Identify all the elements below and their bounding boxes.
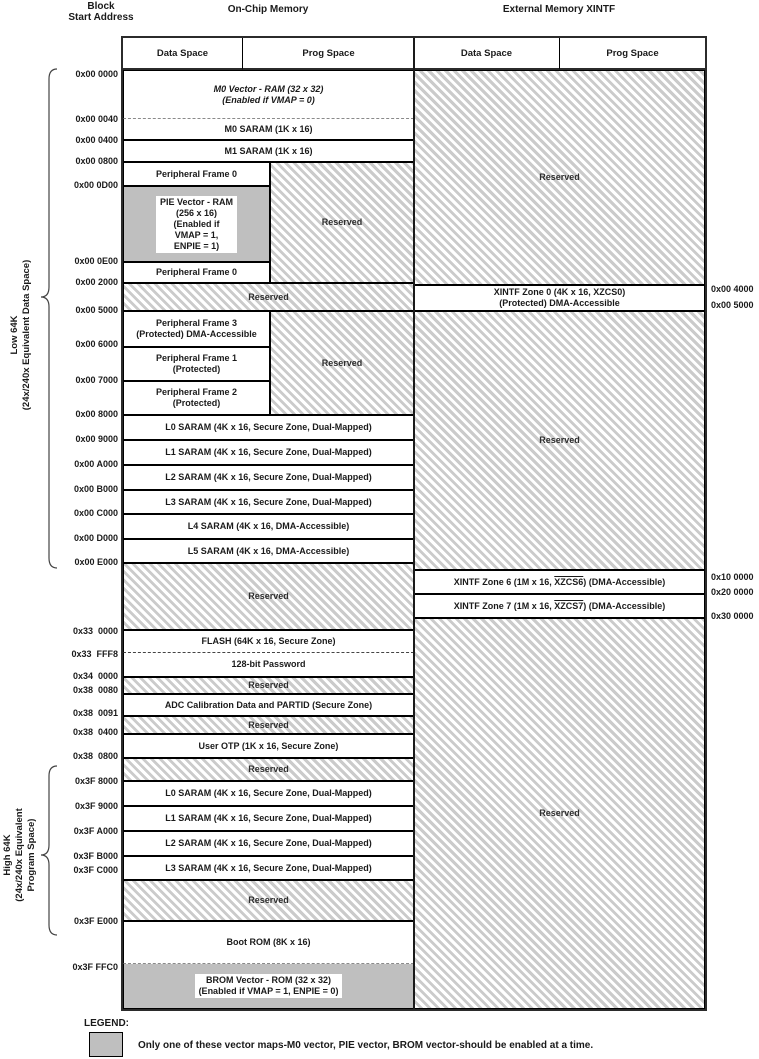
high64k-brace <box>41 766 57 935</box>
low64k-brace <box>41 69 57 568</box>
block-onchip-reserved-0x3FC000 <box>123 880 414 921</box>
address-label: 0x00 4000 <box>711 284 754 294</box>
legend-vector-swatch <box>89 1032 123 1057</box>
address-label: 0x00 0800 <box>75 156 118 166</box>
address-label: 0x33 FFF8 <box>71 649 118 659</box>
block-128bit-password <box>123 653 414 677</box>
block-label: L1 SARAM (4K x 16, Secure Zone, Dual-Mapped) <box>165 813 372 823</box>
block-brom-vector-rom <box>123 964 414 1009</box>
block-label: Reserved <box>248 895 289 905</box>
block-label: Peripheral Frame 0 <box>155 168 238 179</box>
block-label: Peripheral Frame 2 <box>155 387 238 397</box>
address-label: 0x00 E000 <box>74 557 118 567</box>
block-label: Reserved <box>321 357 363 368</box>
block-l0-saram-high <box>123 781 414 806</box>
block-l4-saram <box>123 514 414 539</box>
block-l1-saram-low <box>123 440 414 465</box>
address-label: 0x34 0000 <box>72 671 118 681</box>
block-label: Peripheral Frame 0 <box>155 267 238 277</box>
block-label: (Enabled if VMAP = 1, ENPIE = 0) <box>198 986 339 996</box>
address-label: 0x38 0800 <box>72 751 118 761</box>
address-label: 0x00 5000 <box>711 300 754 310</box>
side-label-line: (24x/240x Equivalent Data Space) <box>21 259 32 411</box>
side-label-line: Program Space) <box>26 818 37 892</box>
column-header-onchip-prog-space <box>243 38 414 70</box>
address-label: 0x3F FFC0 <box>72 962 118 972</box>
block-m0-vector-ram <box>123 70 414 119</box>
pie-vector-label-box <box>156 196 237 253</box>
block-label: Reserved <box>248 291 289 302</box>
block-m0-saram <box>123 119 414 140</box>
address-label: 0x00 8000 <box>75 409 118 419</box>
address-label: 0x20 0000 <box>711 587 754 597</box>
block-label: VMAP = 1, <box>174 229 219 240</box>
block-label: Peripheral Frame 1 <box>155 353 238 363</box>
address-label: 0x3F B000 <box>73 851 118 861</box>
block-onchip-reserved-0x380091 <box>123 716 414 734</box>
onchip-memory-title: On-Chip Memory <box>227 4 309 15</box>
block-onchip-reserved-0xE000 <box>123 563 414 630</box>
address-label: 0x3F 8000 <box>74 776 118 786</box>
block-label: (Protected) <box>172 364 221 374</box>
address-label: 0x00 2000 <box>75 277 118 287</box>
column-header-external-prog-space <box>560 38 705 70</box>
block-label: (Enabled if <box>173 218 220 229</box>
column-header-label: Data Space <box>156 47 209 59</box>
block-peripheral-frame2 <box>123 381 270 415</box>
block-peripheral-frame0-upper <box>123 162 270 186</box>
address-label: 0x00 A000 <box>74 459 118 469</box>
block-l3-saram-low <box>123 490 414 514</box>
block-label: XINTF Zone 6 (1M x 16, XZCS6) (DMA-Accessible) <box>453 576 666 587</box>
block-label: L5 SARAM (4K x 16, DMA-Accessible) <box>187 545 350 556</box>
block-xintf-zone0 <box>414 285 705 311</box>
block-peripheral-frame0-lower <box>123 262 270 283</box>
address-label: 0x38 0091 <box>72 708 118 718</box>
block-label: L1 SARAM (4K x 16, Secure Zone, Dual-Mapped) <box>165 447 372 457</box>
block-l2-saram-high <box>123 831 414 856</box>
column-header-label: Data Space <box>460 47 513 59</box>
block-label: M1 SARAM (1K x 16) <box>224 145 313 156</box>
block-pie-vector-ram <box>123 186 270 262</box>
address-label: 0x00 D000 <box>73 533 118 543</box>
block-onchip-reserved-0x380800 <box>123 758 414 781</box>
block-label: Boot ROM (8K x 16) <box>226 937 311 947</box>
block-xintf-zone7 <box>414 594 705 618</box>
address-label: 0x00 0D00 <box>73 180 118 190</box>
block-user-otp <box>123 734 414 758</box>
address-label: 0x00 0000 <box>75 69 118 79</box>
legend-text: Only one of these vector maps-M0 vector, PIE vector, BROM vector-should be enabled at a time. <box>138 1040 594 1051</box>
address-label: 0x00 7000 <box>75 375 118 385</box>
block-label: Reserved <box>248 591 289 601</box>
block-m1-saram <box>123 140 414 162</box>
block-external-reserved-top <box>414 70 705 285</box>
block-label: (Protected) DMA-Accessible <box>499 298 620 308</box>
block-peripheral-frame3 <box>123 311 270 347</box>
address-label: 0x3F C000 <box>73 865 118 875</box>
block-xintf-zone6 <box>414 570 705 594</box>
address-label: 0x00 9000 <box>75 434 118 444</box>
block-label: User OTP (1K x 16, Secure Zone) <box>198 740 339 751</box>
address-label: 0x10 0000 <box>711 572 754 582</box>
onchip-external-divider <box>413 38 415 1009</box>
block-label: Reserved <box>539 435 580 445</box>
external-memory-title: External Memory XINTF <box>502 4 616 15</box>
side-label-line: High 64K <box>2 834 13 876</box>
address-label: 0x3F A000 <box>73 826 118 836</box>
column-header-label: Prog Space <box>606 47 659 59</box>
address-label: 0x00 0400 <box>75 135 118 145</box>
block-label: ADC Calibration Data and PARTID (Secure Zone) <box>164 699 373 710</box>
address-label: 0x00 0E00 <box>74 256 118 266</box>
address-label: 0x00 B000 <box>73 484 118 494</box>
block-onchip-reserved-0x2000 <box>123 283 414 311</box>
address-label: 0x00 5000 <box>75 305 118 315</box>
address-label: 0x00 6000 <box>75 339 118 349</box>
block-label: (Protected) DMA-Accessible <box>136 329 257 339</box>
block-l5-saram <box>123 539 414 563</box>
block-label: Reserved <box>248 764 289 774</box>
block-external-reserved-middle <box>414 311 705 570</box>
title-line: Start Address <box>68 12 134 23</box>
block-label: BROM Vector - ROM (32 x 32) <box>205 975 332 985</box>
block-label: XINTF Zone 7 (1M x 16, XZCS7) (DMA-Accessible) <box>453 600 666 611</box>
address-label: 0x00 C000 <box>73 508 118 518</box>
block-label: Peripheral Frame 3 <box>155 318 238 328</box>
column-header-onchip-data-space <box>123 38 243 70</box>
block-label: (Enabled if VMAP = 0) <box>222 94 315 105</box>
block-label: ENPIE = 1) <box>173 240 220 251</box>
block-label: PIE Vector - RAM <box>159 196 233 207</box>
block-onchip-reserved-0x340000 <box>123 677 414 694</box>
block-label: L4 SARAM (4K x 16, DMA-Accessible) <box>187 521 350 531</box>
address-label: 0x3F E000 <box>73 916 118 926</box>
side-label-line: (24x/240x Equivalent <box>14 808 25 902</box>
block-label: 128-bit Password <box>231 659 306 669</box>
block-label: Reserved <box>539 172 580 182</box>
block-label: L3 SARAM (4K x 16, Secure Zone, Dual-Mapped) <box>165 496 372 507</box>
block-label: Reserved <box>248 680 289 690</box>
block-label: L0 SARAM (4K x 16, Secure Zone, Dual-Mapped) <box>165 788 372 798</box>
brom-vector-label-box <box>195 974 343 998</box>
address-label: 0x30 0000 <box>711 611 754 621</box>
column-header-external-data-space <box>414 38 560 70</box>
block-label: L2 SARAM (4K x 16, Secure Zone, Dual-Mapped) <box>165 472 372 482</box>
block-l1-saram-high <box>123 806 414 831</box>
address-label: 0x38 0400 <box>72 727 118 737</box>
block-label: Reserved <box>539 808 580 818</box>
legend-title: LEGEND: <box>84 1018 129 1029</box>
block-label: M0 SARAM (1K x 16) <box>224 123 313 134</box>
block-onchip-reserved-prog1 <box>270 162 414 283</box>
block-label: (Protected) <box>172 398 221 408</box>
block-label: XINTF Zone 0 (4K x 16, XZCS0) <box>493 287 626 297</box>
block-flash <box>123 630 414 653</box>
high64k-side-label <box>2 745 38 965</box>
block-l2-saram-low <box>123 465 414 490</box>
block-l0-saram-low <box>123 415 414 440</box>
block-peripheral-frame1 <box>123 347 270 381</box>
block-label: L3 SARAM (4K x 16, Secure Zone, Dual-Mapped) <box>165 862 372 873</box>
block-adc-calibration <box>123 694 414 716</box>
block-external-reserved-bottom <box>414 618 705 1009</box>
block-label: (256 x 16) <box>175 207 217 218</box>
address-label: 0x38 0080 <box>72 685 118 695</box>
address-label: 0x33 0000 <box>72 626 118 636</box>
address-label: 0x3F 9000 <box>74 801 118 811</box>
side-label-line: Low 64K <box>9 315 20 355</box>
block-label: Reserved <box>248 719 289 730</box>
title-line: Block <box>87 1 115 12</box>
block-label: Reserved <box>321 217 363 227</box>
block-label: FLASH (64K x 16, Secure Zone) <box>201 636 336 646</box>
low64k-side-label <box>9 185 35 485</box>
block-boot-rom <box>123 921 414 964</box>
block-label: L2 SARAM (4K x 16, Secure Zone, Dual-Mapped) <box>165 838 372 848</box>
block-l3-saram-high <box>123 856 414 880</box>
block-onchip-reserved-prog2 <box>270 311 414 415</box>
address-label: 0x00 0040 <box>75 114 118 124</box>
block-label: M0 Vector - RAM (32 x 32) <box>213 83 324 94</box>
column-header-label: Prog Space <box>302 47 355 59</box>
block-label: L0 SARAM (4K x 16, Secure Zone, Dual-Mapped) <box>165 422 372 432</box>
